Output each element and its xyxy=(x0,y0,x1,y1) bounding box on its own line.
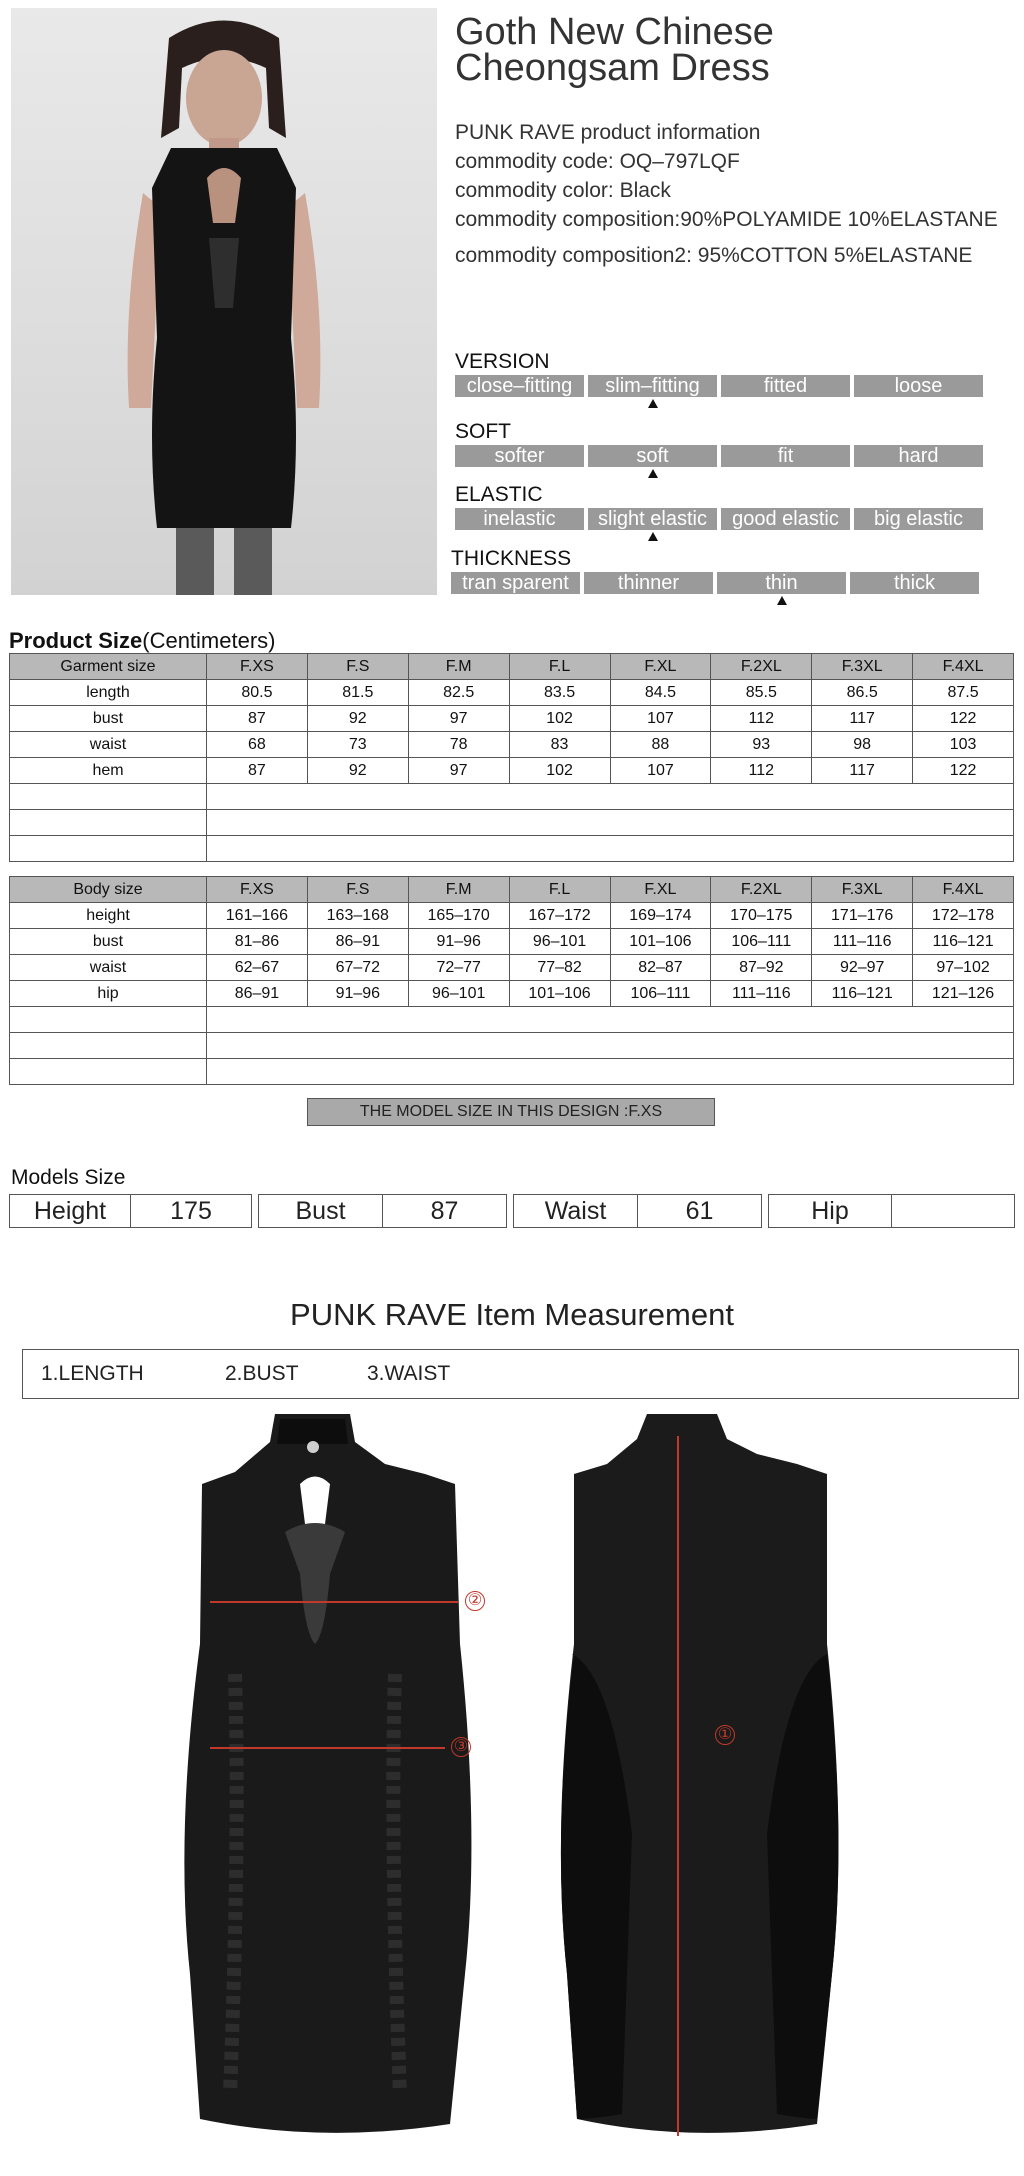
table-cell xyxy=(10,1059,207,1085)
table-row-empty xyxy=(10,784,1014,810)
table-row xyxy=(10,903,1014,929)
commodity-composition xyxy=(455,205,998,234)
composition-label: commodity composition: xyxy=(455,208,681,231)
table-cell: 107 xyxy=(610,706,711,732)
table-cell: 97 xyxy=(408,706,509,732)
attribute-option: fit xyxy=(721,445,850,467)
body-size-table xyxy=(9,876,1014,1085)
table-cell: 92 xyxy=(307,706,408,732)
attribute-version xyxy=(455,351,983,397)
table-cell: 84.5 xyxy=(610,680,711,706)
table-cell: 98 xyxy=(812,732,913,758)
table-header-cell: F.M xyxy=(408,877,509,903)
attribute-options xyxy=(455,508,983,530)
table-cell: height xyxy=(10,903,207,929)
table-cell: 122 xyxy=(913,758,1014,784)
model-waist-value: 61 xyxy=(685,1197,714,1225)
table-cell: hip xyxy=(10,981,207,1007)
attribute-option-label: slight elastic xyxy=(598,508,707,530)
table-cell: 112 xyxy=(711,758,812,784)
attribute-option: thick xyxy=(850,572,979,594)
table-cell: 103 xyxy=(913,732,1014,758)
measurement-title: PUNK RAVE Item Measurement xyxy=(290,1297,734,1332)
table-cell: 116–121 xyxy=(812,981,913,1007)
attribute-option: good elastic xyxy=(721,508,850,530)
table-cell: 91–96 xyxy=(408,929,509,955)
composition-value: 90%POLYAMIDE 10%ELASTANE xyxy=(680,208,998,231)
table-row xyxy=(10,981,1014,1007)
table-header-cell: F.2XL xyxy=(711,877,812,903)
model-waist-label: Waist xyxy=(514,1195,638,1227)
table-row xyxy=(10,680,1014,706)
table-cell: 62–67 xyxy=(207,955,308,981)
table-cell: 80.5 xyxy=(207,680,308,706)
table-cell: 86.5 xyxy=(812,680,913,706)
table-cell: 167–172 xyxy=(509,903,610,929)
attribute-option-label: thin xyxy=(765,572,798,594)
table-cell xyxy=(207,1059,1014,1085)
table-cell xyxy=(10,836,207,862)
measurement-legend xyxy=(22,1349,1019,1399)
attribute-option: close–fitting xyxy=(455,375,584,397)
dress-back-image xyxy=(552,1414,852,2144)
models-size-row xyxy=(9,1194,1015,1228)
table-cell: hem xyxy=(10,758,207,784)
attribute-elastic xyxy=(455,484,983,530)
attribute-option: tran sparent xyxy=(451,572,580,594)
marker-waist-number: ③ xyxy=(451,1737,471,1757)
table-cell: 67–72 xyxy=(307,955,408,981)
table-row xyxy=(10,732,1014,758)
table-cell: 87 xyxy=(207,706,308,732)
table-header-cell: F.XS xyxy=(207,877,308,903)
attribute-option: softer xyxy=(455,445,584,467)
table-cell: bust xyxy=(10,706,207,732)
table-cell: waist xyxy=(10,732,207,758)
table-cell: 112 xyxy=(711,706,812,732)
table-cell: 83.5 xyxy=(509,680,610,706)
table-cell: 93 xyxy=(711,732,812,758)
marker-bust-number: ② xyxy=(465,1591,485,1611)
table-header-cell: F.3XL xyxy=(812,654,913,680)
table-cell: length xyxy=(10,680,207,706)
selection-marker-icon xyxy=(648,469,658,478)
table-cell: 86–91 xyxy=(307,929,408,955)
table-cell: 81–86 xyxy=(207,929,308,955)
table-cell: 117 xyxy=(812,758,913,784)
brand-info: PUNK RAVE product information xyxy=(455,121,761,144)
code-label: commodity code: xyxy=(455,150,614,173)
commodity-color xyxy=(455,176,998,205)
table-cell: 111–116 xyxy=(711,981,812,1007)
table-cell xyxy=(10,1033,207,1059)
model-bust-value: 87 xyxy=(430,1197,459,1225)
table-cell: 107 xyxy=(610,758,711,784)
table-row xyxy=(10,955,1014,981)
attribute-option-selected xyxy=(588,508,717,530)
table-row xyxy=(10,706,1014,732)
table-cell: 163–168 xyxy=(307,903,408,929)
table-cell: 102 xyxy=(509,758,610,784)
table-cell: 73 xyxy=(307,732,408,758)
model-height xyxy=(9,1194,252,1228)
selection-marker-icon xyxy=(777,596,787,605)
table-cell xyxy=(10,1007,207,1033)
table-cell: 87–92 xyxy=(711,955,812,981)
table-cell: 87 xyxy=(207,758,308,784)
attribute-options xyxy=(455,375,983,397)
model-height-label: Height xyxy=(10,1195,131,1227)
table-cell: 82.5 xyxy=(408,680,509,706)
title-line-2: Cheongsam Dress xyxy=(455,47,770,89)
legend-length: 1.LENGTH xyxy=(41,1362,144,1385)
table-cell: 171–176 xyxy=(812,903,913,929)
table-header-cell: F.XL xyxy=(610,877,711,903)
attribute-option-label: soft xyxy=(636,445,669,467)
attribute-option-selected xyxy=(717,572,846,594)
attribute-option-selected xyxy=(588,375,717,397)
table-cell: 122 xyxy=(913,706,1014,732)
table-cell: 101–106 xyxy=(610,929,711,955)
heading-unit: (Centimeters) xyxy=(142,628,276,653)
legend-bust: 2.BUST xyxy=(225,1362,299,1385)
dress-front-image xyxy=(180,1414,480,2144)
attribute-label: SOFT xyxy=(455,420,511,443)
attribute-option-selected xyxy=(588,445,717,467)
table-cell: 111–116 xyxy=(812,929,913,955)
table-header-cell: F.L xyxy=(509,877,610,903)
table-cell xyxy=(207,1007,1014,1033)
attribute-option-label: slim–fitting xyxy=(605,375,700,397)
table-row-empty xyxy=(10,836,1014,862)
table-cell: 88 xyxy=(610,732,711,758)
table-cell: 97 xyxy=(408,758,509,784)
table-cell: 92–97 xyxy=(812,955,913,981)
attribute-label: ELASTIC xyxy=(455,483,543,506)
table-cell: 117 xyxy=(812,706,913,732)
model-bust xyxy=(258,1194,507,1228)
model-waist xyxy=(513,1194,762,1228)
table-header-cell: F.S xyxy=(307,654,408,680)
table-cell: 96–101 xyxy=(509,929,610,955)
attribute-soft xyxy=(455,421,983,467)
table-cell: 92 xyxy=(307,758,408,784)
commodity-code xyxy=(455,147,998,176)
table-header-cell: F.2XL xyxy=(711,654,812,680)
table-header-cell: Body size xyxy=(10,877,207,903)
product-size-table xyxy=(9,653,1014,862)
table-cell: 170–175 xyxy=(711,903,812,929)
table-row-empty xyxy=(10,1007,1014,1033)
table-cell: 172–178 xyxy=(913,903,1014,929)
table-cell: 91–96 xyxy=(307,981,408,1007)
selection-marker-icon xyxy=(648,532,658,541)
table-cell xyxy=(207,1033,1014,1059)
table-row-empty xyxy=(10,1059,1014,1085)
table-cell: bust xyxy=(10,929,207,955)
title-line-1: Goth New Chinese xyxy=(455,11,774,53)
table-header-cell: F.4XL xyxy=(913,654,1014,680)
table-cell xyxy=(10,810,207,836)
table-cell: 101–106 xyxy=(509,981,610,1007)
table-cell: 87.5 xyxy=(913,680,1014,706)
table-cell: waist xyxy=(10,955,207,981)
table-header-cell: Garment size xyxy=(10,654,207,680)
model-hip xyxy=(768,1194,1015,1228)
table-header-cell: F.4XL xyxy=(913,877,1014,903)
table-cell: 82–87 xyxy=(610,955,711,981)
attribute-option: hard xyxy=(854,445,983,467)
table-cell: 96–101 xyxy=(408,981,509,1007)
composition2-label: commodity composition2: xyxy=(455,244,692,267)
table-cell: 85.5 xyxy=(711,680,812,706)
table-cell: 72–77 xyxy=(408,955,509,981)
table-header-cell: F.XS xyxy=(207,654,308,680)
model-size-note: THE MODEL SIZE IN THIS DESIGN :F.XS xyxy=(307,1098,715,1126)
table-cell xyxy=(207,836,1014,862)
attribute-option: inelastic xyxy=(455,508,584,530)
product-size-heading xyxy=(9,628,276,654)
table-row xyxy=(10,929,1014,955)
marker-length-number: ① xyxy=(715,1725,735,1745)
attribute-option: big elastic xyxy=(854,508,983,530)
table-header-cell: F.S xyxy=(307,877,408,903)
table-header-cell: F.3XL xyxy=(812,877,913,903)
model-photo xyxy=(11,8,437,595)
model-hip-label: Hip xyxy=(769,1195,892,1227)
code-value: OQ–797LQF xyxy=(619,150,740,173)
attribute-label: THICKNESS xyxy=(451,547,572,570)
models-size-title: Models Size xyxy=(11,1166,126,1189)
table-cell xyxy=(207,810,1014,836)
table-cell: 116–121 xyxy=(913,929,1014,955)
attribute-label: VERSION xyxy=(455,350,550,373)
table-row-empty xyxy=(10,810,1014,836)
color-label: commodity color: xyxy=(455,179,614,202)
product-title xyxy=(455,11,995,89)
table-cell: 78 xyxy=(408,732,509,758)
table-cell: 165–170 xyxy=(408,903,509,929)
table-cell: 77–82 xyxy=(509,955,610,981)
legend-waist: 3.WAIST xyxy=(367,1362,451,1385)
table-cell: 81.5 xyxy=(307,680,408,706)
table-header-row xyxy=(10,654,1014,680)
table-cell xyxy=(207,784,1014,810)
table-cell: 106–111 xyxy=(610,981,711,1007)
table-cell: 106–111 xyxy=(711,929,812,955)
table-row xyxy=(10,758,1014,784)
attribute-option: fitted xyxy=(721,375,850,397)
table-header-cell: F.L xyxy=(509,654,610,680)
table-cell: 83 xyxy=(509,732,610,758)
attribute-option: loose xyxy=(854,375,983,397)
table-cell xyxy=(10,784,207,810)
table-header-cell: F.XL xyxy=(610,654,711,680)
model-hip-value xyxy=(892,1195,1014,1227)
model-height-value: 175 xyxy=(170,1197,212,1225)
attribute-thickness xyxy=(451,548,979,594)
attribute-options xyxy=(455,445,983,467)
table-cell: 97–102 xyxy=(913,955,1014,981)
model-bust-label: Bust xyxy=(259,1195,383,1227)
table-row-empty xyxy=(10,1033,1014,1059)
commodity-composition-2 xyxy=(455,234,998,278)
table-cell: 68 xyxy=(207,732,308,758)
table-cell: 102 xyxy=(509,706,610,732)
composition2-value: 95%COTTON 5%ELASTANE xyxy=(697,244,973,267)
table-cell: 86–91 xyxy=(207,981,308,1007)
table-cell: 121–126 xyxy=(913,981,1014,1007)
attribute-option: thinner xyxy=(584,572,713,594)
table-cell: 169–174 xyxy=(610,903,711,929)
table-header-cell: F.M xyxy=(408,654,509,680)
color-value: Black xyxy=(619,179,671,202)
table-cell: 161–166 xyxy=(207,903,308,929)
selection-marker-icon xyxy=(648,399,658,408)
table-header-row xyxy=(10,877,1014,903)
product-info xyxy=(455,118,998,278)
heading-bold: Product Size xyxy=(9,628,143,653)
attribute-options xyxy=(451,572,979,594)
